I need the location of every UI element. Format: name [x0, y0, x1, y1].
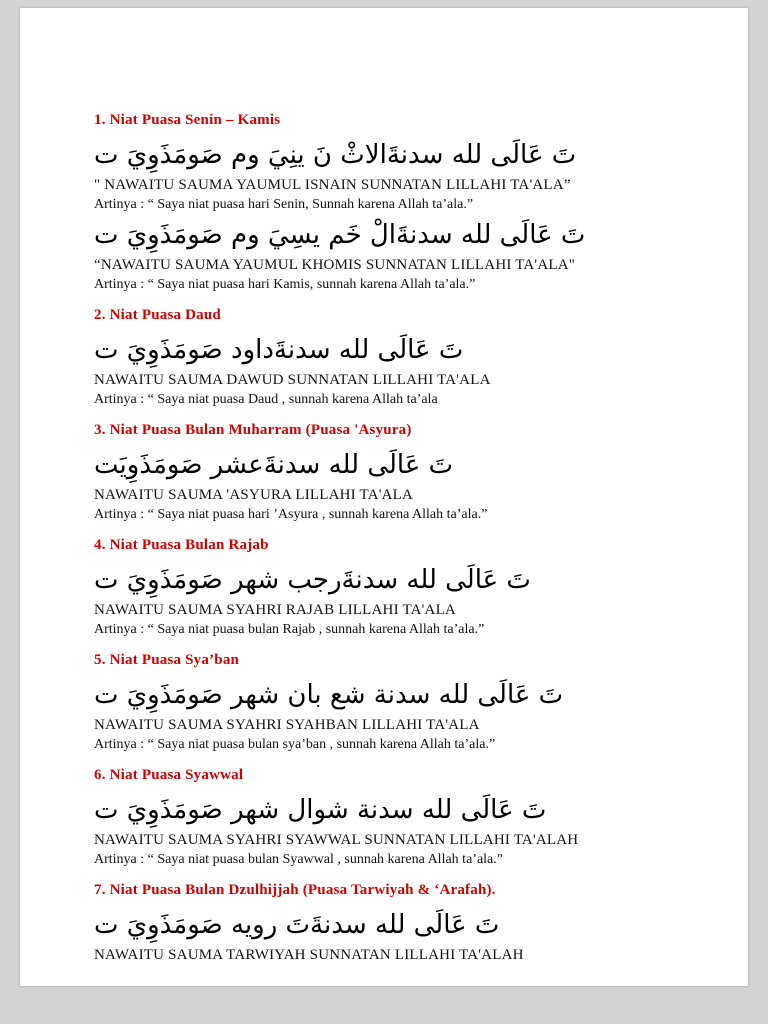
artinya-translation: Artinya : “ Saya niat puasa Daud , sunnah karena Allah ta’ala	[94, 392, 438, 407]
arabic-line: تَ عَالَى لله سدنةَعشر صَومَذَوِيَت	[94, 450, 454, 480]
latin-transliteration: NAWAITU SAUMA SYAHRI SYAWWAL SUNNATAN LILLAHI TA'ALAH	[94, 832, 579, 848]
niat-block	[94, 218, 692, 294]
niat-block	[94, 908, 692, 965]
section-heading: 2. Niat Puasa Daud	[94, 307, 221, 323]
artinya-translation: Artinya : “ Saya niat puasa hari ’Asyura , sunnah karena Allah ta’ala.”	[94, 507, 488, 522]
section-heading: 4. Niat Puasa Bulan Rajab	[94, 537, 269, 553]
section	[94, 882, 692, 965]
niat-block	[94, 333, 692, 409]
artinya-translation: Artinya : “ Saya niat puasa bulan Syawwal , sunnah karena Allah ta’ala.”	[94, 852, 503, 867]
latin-transliteration: NAWAITU SAUMA DAWUD SUNNATAN LILLAHI TA'ALA	[94, 372, 491, 388]
section-heading: 3. Niat Puasa Bulan Muharram (Puasa 'Asyura)	[94, 422, 412, 438]
arabic-line: تَ عَالَى لله سدنةَتَ رويه صَومَذَوِيَ ت	[94, 910, 500, 940]
latin-transliteration: NAWAITU SAUMA 'ASYURA LILLAHI TA'ALA	[94, 487, 414, 503]
niat-block	[94, 678, 692, 754]
arabic-line: تَ عَالَى لله سدنة شوال شهر صَومَذَوِيَ ت	[94, 795, 547, 825]
section	[94, 537, 692, 639]
section-heading: 1. Niat Puasa Senin – Kamis	[94, 112, 281, 128]
arabic-line: تَ عَالَى لله سدنةَالْ خَم يسِيَ وم صَومَذَوِيَ ت	[94, 220, 586, 250]
document-content	[20, 8, 748, 965]
artinya-translation: Artinya : “ Saya niat puasa bulan Rajab , sunnah karena Allah ta’ala.”	[94, 622, 485, 637]
artinya-translation: Artinya : “ Saya niat puasa hari Kamis, sunnah karena Allah ta’ala.”	[94, 277, 476, 292]
artinya-translation: Artinya : “ Saya niat puasa bulan sya’ban , sunnah karena Allah ta’ala.”	[94, 737, 496, 752]
latin-transliteration: NAWAITU SAUMA SYAHRI SYAHBAN LILLAHI TA'ALA	[94, 717, 480, 733]
section	[94, 112, 692, 294]
arabic-line: تَ عَالَى لله سدنةَرجب شهر صَومَذَوِيَ ت	[94, 565, 531, 595]
section-heading: 5. Niat Puasa Sya’ban	[94, 652, 240, 668]
section	[94, 767, 692, 869]
latin-transliteration: NAWAITU SAUMA TARWIYAH SUNNATAN LILLAHI TA'ALAH	[94, 947, 524, 963]
niat-block	[94, 563, 692, 639]
niat-block	[94, 793, 692, 869]
artinya-translation: Artinya : “ Saya niat puasa hari Senin, Sunnah karena Allah ta’ala.”	[94, 197, 474, 212]
section	[94, 422, 692, 524]
section	[94, 307, 692, 409]
arabic-line: تَ عَالَى لله سدنةَداود صَومَذَوِيَ ت	[94, 335, 464, 365]
latin-transliteration: “NAWAITU SAUMA YAUMUL KHOMIS SUNNATAN LILLAHI TA'ALA"	[94, 257, 576, 273]
section	[94, 652, 692, 754]
section-heading: 6. Niat Puasa Syawwal	[94, 767, 244, 783]
arabic-line: تَ عَالَى لله سدنةَالاثْ نَ ينِيَ وم صَومَذَوِيَ ت	[94, 140, 577, 170]
arabic-line: تَ عَالَى لله سدنة شع بان شهر صَومَذَوِيَ ت	[94, 680, 564, 710]
niat-block	[94, 448, 692, 524]
latin-transliteration: " NAWAITU SAUMA YAUMUL ISNAIN SUNNATAN LILLAHI TA'ALA”	[94, 177, 571, 193]
latin-transliteration: NAWAITU SAUMA SYAHRI RAJAB LILLAHI TA'ALA	[94, 602, 456, 618]
section-heading: 7. Niat Puasa Bulan Dzulhijjah (Puasa Tarwiyah & ‘Arafah).	[94, 882, 496, 898]
niat-block	[94, 138, 692, 214]
document-page	[20, 8, 748, 986]
